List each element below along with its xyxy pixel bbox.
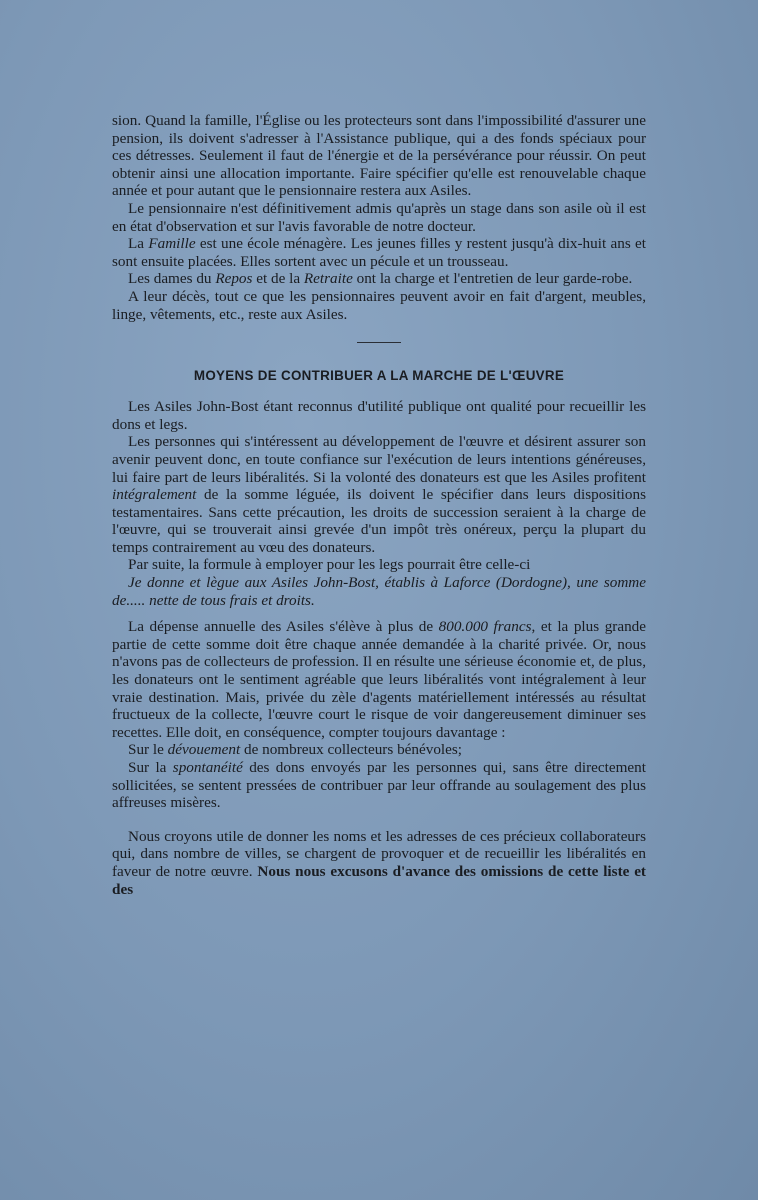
famille-italic: Famille bbox=[148, 235, 196, 253]
section-divider bbox=[357, 342, 401, 343]
paragraph-devouement: Sur le dévouement de nombreux collecteurs bénévoles; bbox=[128, 741, 463, 759]
paragraph-deces: A leur décès, tout ce que les pensionnaires peuvent avoir en fait d'argent, meubles, linge, vêtements, etc., reste aux Asiles. bbox=[112, 287, 646, 323]
section-heading: MOYENS DE CONTRIBUER A LA MARCHE DE L'ŒUVRE bbox=[193, 368, 565, 384]
document-page bbox=[112, 112, 646, 898]
paragraph-dames: Les dames du Repos et de la Retraite ont la charge et l'entretien de leur garde-robe. bbox=[128, 270, 633, 288]
integralement-italic: intégralement bbox=[112, 486, 197, 504]
paragraph-spontaneite: Sur la spontanéité des dons envoyés par les personnes qui, sans être directement sollicitées, se sentent pressées de contribuer par leur offrande au soulagement des plus affreuses misères. bbox=[112, 759, 646, 812]
paragraph-formule-intro: Par suite, la formule à employer pour les legs pourrait être celle-ci bbox=[128, 556, 531, 574]
paragraph-depense: La dépense annuelle des Asiles s'élève à plus de 800.000 francs, et la plus grande partie de cette somme doit être chaque année demandée à la charité privée. Or, nous n'avons pas de collecteurs de profession. Il en résulte une sérieuse économie et, de plus, les donateurs ont le sentiment agréable que leurs libéralités vont intégralement à leur vraie destination. Mais, privée du zèle d'agents matériellement intéressés au résultat fructueux de la collecte, l'œuvre court le risque de voir dangereusement diminuer ses recettes. Elle doit, en conséquence, compter toujours davantage : bbox=[112, 618, 647, 741]
retraite-italic: Retraite bbox=[303, 270, 353, 288]
amount-italic: 800.000 francs bbox=[438, 618, 532, 636]
paragraph-famille: La Famille est une école ménagère. Les jeunes filles y restent jusqu'à dix-huit ans et sont ensuite placées. Elles sortent avec un pécule et un trousseau. bbox=[112, 235, 646, 270]
legs-formula: Je donne et lègue aux Asiles John-Bost, établis à Laforce (Dordogne), une somme de..... nette de tous frais et droits. bbox=[112, 574, 646, 609]
paragraph-utilite: Les Asiles John-Bost étant reconnus d'utilité publique ont qualité pour recueillir les dons et legs. bbox=[112, 398, 646, 433]
spontaneite-italic: spontanéité bbox=[172, 759, 243, 776]
devouement-italic: dévouement bbox=[167, 741, 241, 759]
paragraph-collaborateurs: Nous croyons utile de donner les noms et les adresses de ces précieux collaborateurs qui, dans nombre de villes, se chargent de provoquer et de recueillir les libéralités en faveur de notre œuvre. Nous nous excusons d'avance des omissions de cette liste et des bbox=[112, 827, 646, 898]
paragraph-liberalites: Les personnes qui s'intéressent au développement de l'œuvre et désirent assurer son avenir peuvent donc, en toute confiance sur l'exécution de leurs intentions généreuses, lui faire part de leurs libéralités. Si la volonté des donateurs est que les Asiles profitent intégralement de la somme léguée, ils doivent le spécifier dans leurs dispositions testamentaires. Sans cette précaution, les droits de succession seraient à la charge de l'œuvre, qui se trouverait ainsi grevée d'un impôt très onéreux, perçu la plupart du temps contrairement au vœu des donateurs. bbox=[112, 433, 646, 556]
repos-italic: Repos bbox=[215, 270, 253, 288]
paragraph-pension: sion. Quand la famille, l'Église ou les protecteurs sont dans l'impossibilité d'assurer une pension, ils doivent s'adresser à l'Assistance publique, qui a des fonds spéciaux pour ces détresses. Seulement il faut de l'énergie et de la persévérance pour réussir. On peut obtenir ainsi une allocation importante. Faire spécifier qu'elle est renouvelable chaque année et pour autant que le pensionnaire restera aux Asiles. bbox=[112, 112, 646, 200]
excuse-bold: Nous nous excusons d'avance des omissions de cette liste et des bbox=[112, 862, 646, 898]
paragraph-admission: Le pensionnaire n'est définitivement admis qu'après un stage dans son asile où il est en état d'observation et sur l'avis favorable de notre docteur. bbox=[112, 199, 646, 235]
